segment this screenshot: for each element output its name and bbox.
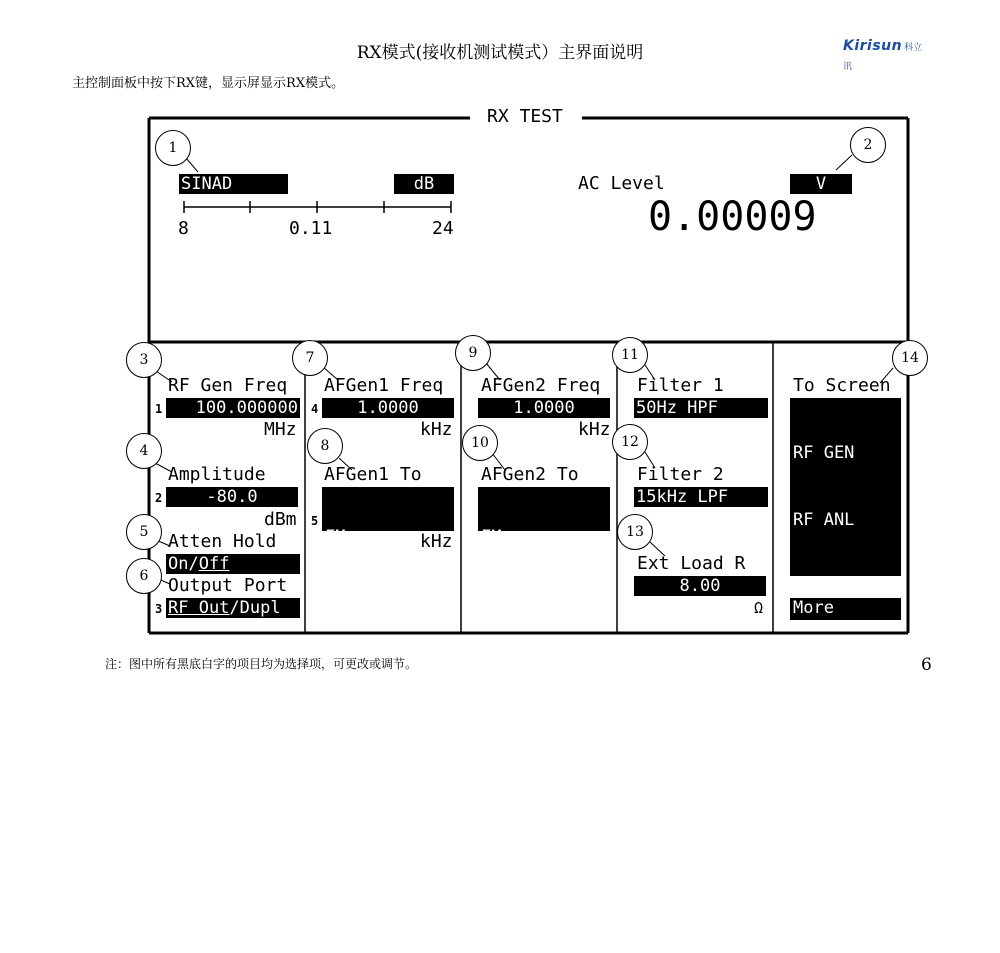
afgen1-freq-label: AFGen1 Freq <box>324 375 444 396</box>
afgen2-to-value[interactable]: Off <box>528 587 560 607</box>
filter1-field[interactable]: 50Hz HPF <box>634 398 768 418</box>
to-screen-item-scope[interactable]: SCOPE <box>793 643 845 664</box>
amplitude-key: 2 <box>155 491 163 505</box>
to-screen-item-radio-int[interactable]: RADIO INT <box>793 909 886 930</box>
page-number: 6 <box>921 655 932 675</box>
afgen1-to-value[interactable]: 3.00 <box>367 587 409 607</box>
amplitude-label: Amplitude <box>168 464 266 485</box>
to-screen-label: To Screen <box>793 375 891 396</box>
atten-hold-label: Atten Hold <box>168 531 277 552</box>
atten-on-option[interactable]: On <box>168 554 189 574</box>
callout-2: 2 <box>850 127 886 163</box>
callout-3: 3 <box>126 342 162 378</box>
afgen1-to-label: AFGen1 To <box>324 464 422 485</box>
amplitude-unit: dBm <box>264 509 297 530</box>
callout-4: 4 <box>126 433 162 469</box>
dupl-option[interactable]: Dupl <box>239 598 281 618</box>
to-screen-item-af-anl[interactable]: AF ANL <box>793 576 855 597</box>
afgen1-to-key: 5 <box>311 514 319 528</box>
rf-out-option[interactable]: RF Out <box>168 598 230 618</box>
ext-load-unit: Ω <box>754 599 764 617</box>
rf-gen-freq-label: RF Gen Freq <box>168 375 288 396</box>
atten-separator: / <box>188 554 199 574</box>
sinad-scale-min: 8 <box>178 218 189 239</box>
filter2-label: Filter 2 <box>637 464 724 485</box>
callout-8: 8 <box>307 428 343 464</box>
callout-9: 9 <box>455 335 491 371</box>
output-port-key: 3 <box>155 602 163 616</box>
callout-10: 10 <box>462 425 498 461</box>
ext-load-label: Ext Load R <box>637 553 746 574</box>
afgen2-to-mode[interactable]: FM <box>481 527 502 547</box>
output-port-label: Output Port <box>168 575 288 596</box>
afgen1-freq-unit: kHz <box>420 419 453 440</box>
callout-6: 6 <box>126 558 162 594</box>
ac-level-label: AC Level <box>578 173 665 194</box>
callout-12: 12 <box>612 424 648 460</box>
amplitude-field[interactable]: -80.0 <box>166 487 298 507</box>
callout-7: 7 <box>292 340 328 376</box>
afgen2-to-label: AFGen2 To <box>481 464 579 485</box>
sinad-unit[interactable]: dB <box>394 174 454 194</box>
to-screen-item-rf-gen[interactable]: RF GEN <box>793 443 855 464</box>
afgen1-freq-key: 4 <box>311 402 319 416</box>
atten-hold-field[interactable] <box>166 554 300 574</box>
ac-level-unit[interactable]: V <box>790 174 852 194</box>
logo-text: Kirisun <box>843 38 903 54</box>
logo-cn-text: 科立讯 <box>843 43 923 72</box>
afgen2-freq-label: AFGen2 Freq <box>481 375 601 396</box>
rf-gen-freq-unit: MHz <box>264 419 297 440</box>
to-screen-item-encoder[interactable]: ENCODER <box>793 776 865 797</box>
sinad-label[interactable]: SINAD <box>179 174 288 194</box>
callout-1: 1 <box>155 130 191 166</box>
to-screen-item-decoder[interactable]: DECODER <box>793 843 865 864</box>
callout-5: 5 <box>126 514 162 550</box>
to-screen-item-spec-anl[interactable]: SPEC ANL <box>793 709 875 730</box>
afgen2-freq-field[interactable]: 1.0000 <box>478 398 610 418</box>
afgen2-to-field[interactable] <box>478 487 610 607</box>
afgen1-to-mode[interactable]: FM <box>325 527 346 547</box>
afgen1-freq-field[interactable]: 1.0000 <box>322 398 454 418</box>
filter2-field[interactable]: 15kHz LPF <box>634 487 768 507</box>
output-port-field[interactable] <box>166 598 300 618</box>
callout-13: 13 <box>617 514 653 550</box>
sinad-scale-max: 24 <box>432 218 454 239</box>
sinad-scale-mid: 0.11 <box>289 218 333 239</box>
intro-text: 主控制面板中按下RX键，显示屏显示RX模式。 <box>72 76 345 91</box>
ext-load-field[interactable]: 8.00 <box>634 576 766 596</box>
callout-11: 11 <box>612 337 648 373</box>
to-screen-item-rf-anl[interactable]: RF ANL <box>793 510 855 531</box>
atten-off-option[interactable]: Off <box>198 554 230 574</box>
document-title: RX模式(接收机测试模式）主界面说明 <box>356 43 644 63</box>
afgen1-to-unit: kHz <box>420 531 453 552</box>
footnote: 注：图中所有黑底白字的项目均为选择项，可更改或调节。 <box>105 657 418 671</box>
afgen2-freq-unit: kHz <box>578 419 611 440</box>
callout-14: 14 <box>892 340 928 376</box>
ac-level-value: 0.00009 <box>648 194 817 240</box>
rf-gen-freq-key: 1 <box>155 402 163 416</box>
port-separator: / <box>229 598 240 618</box>
more-button[interactable]: More <box>790 598 901 620</box>
screen-title: RX TEST <box>487 106 563 127</box>
rf-gen-freq-field[interactable]: 100.000000 <box>166 398 300 418</box>
filter1-label: Filter 1 <box>637 375 724 396</box>
